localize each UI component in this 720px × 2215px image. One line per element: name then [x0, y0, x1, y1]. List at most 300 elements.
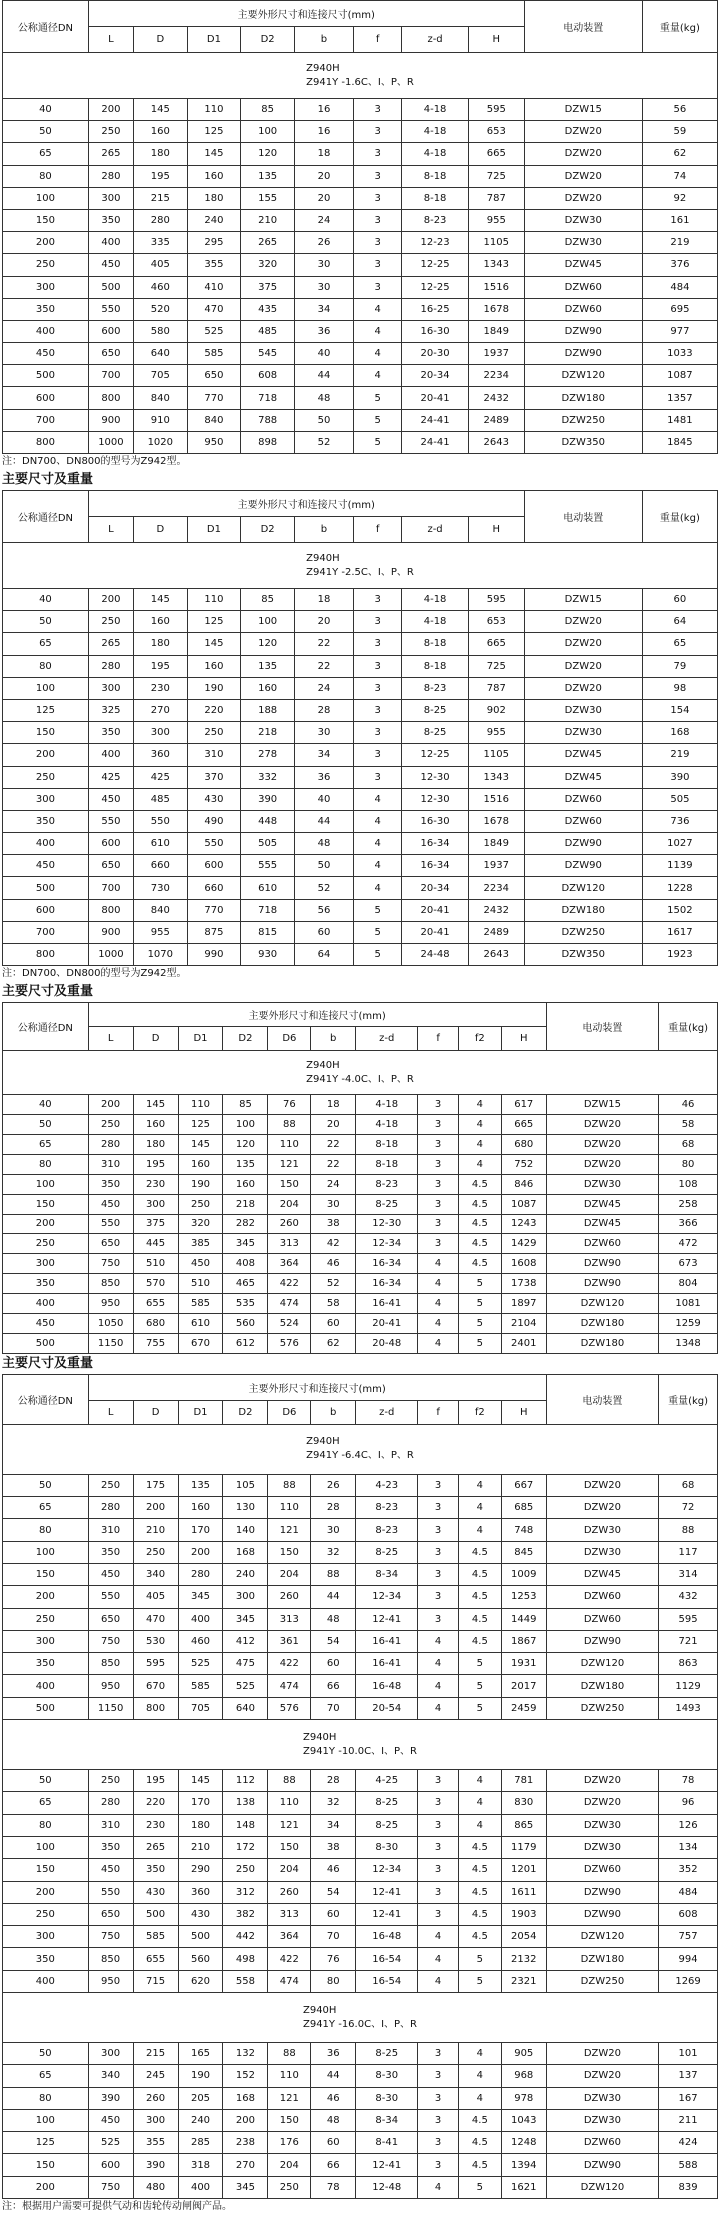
table-cell: 8-23	[402, 677, 469, 699]
table-cell: 8-23	[356, 1497, 418, 1519]
table-cell: 12-41	[356, 1903, 418, 1925]
table-cell: 3	[418, 1497, 459, 1519]
table-cell: 1259	[659, 1313, 718, 1333]
table-cell: 3	[418, 1194, 459, 1214]
table-cell: 910	[133, 409, 187, 431]
table-cell: 60	[311, 1653, 356, 1675]
table-row	[3, 1563, 718, 1585]
table-cell: 3	[418, 2109, 459, 2131]
table-cell: 250	[223, 1859, 268, 1881]
table-cell: 125	[187, 121, 241, 143]
model-cell	[3, 1051, 718, 1095]
table-cell: 265	[241, 232, 295, 254]
table-cell: 8-18	[402, 655, 469, 677]
table-cell: 560	[223, 1313, 268, 1333]
table-cell: 600	[88, 320, 133, 342]
table-cell: 200	[178, 1541, 223, 1563]
table-cell: 20-41	[402, 899, 469, 921]
table-cell: 555	[241, 855, 295, 877]
table-cell: 653	[468, 611, 524, 633]
table-cell: 18	[311, 1095, 356, 1115]
table-cell: 1027	[642, 833, 717, 855]
table-cell: 355	[187, 254, 241, 276]
table-cell: 16-34	[402, 855, 469, 877]
model-line: Z941Y -1.6C、I、P、R	[306, 76, 414, 88]
table-cell: 425	[88, 766, 133, 788]
table-cell: DZW180	[524, 899, 642, 921]
table-cell: 660	[133, 855, 187, 877]
table-cell: DZW30	[524, 722, 642, 744]
table-cell: 550	[88, 298, 133, 320]
table-cell: DZW20	[524, 611, 642, 633]
table-cell: 770	[187, 899, 241, 921]
table-cell: 80	[3, 165, 89, 187]
table-cell: 4	[418, 1294, 459, 1314]
table-cell: 361	[268, 1630, 311, 1652]
table-cell: 585	[178, 1294, 223, 1314]
table-cell: 450	[3, 343, 89, 365]
table-cell: 2489	[468, 409, 524, 431]
table-cell: 550	[187, 833, 241, 855]
table-cell: 1849	[468, 833, 524, 855]
table-cell: 12-41	[356, 1881, 418, 1903]
table-cell: 168	[642, 722, 717, 744]
table-cell: 4.5	[458, 1174, 501, 1194]
table-cell: 721	[659, 1630, 718, 1652]
table-cell: 100	[241, 611, 295, 633]
table-cell: 38	[311, 1836, 356, 1858]
table-cell: 175	[133, 1474, 178, 1496]
model-row	[3, 543, 718, 589]
table-cell: 8-34	[356, 1563, 418, 1585]
table-row	[3, 722, 718, 744]
table-cell: 955	[468, 209, 524, 231]
table-cell: 1516	[468, 276, 524, 298]
table-cell: 370	[187, 766, 241, 788]
table-cell: 550	[133, 810, 187, 832]
table-cell: 250	[88, 1474, 133, 1496]
table-row	[3, 1134, 718, 1154]
table-cell: 120	[241, 143, 295, 165]
table-cell: 200	[3, 2176, 89, 2198]
table-cell: 20-41	[356, 1313, 418, 1333]
table-cell: 490	[187, 810, 241, 832]
table-cell: 200	[88, 589, 133, 611]
table-cell: 285	[178, 2132, 223, 2154]
table-cell: 204	[268, 1859, 311, 1881]
table-cell: 215	[133, 2043, 178, 2065]
table-row	[3, 1881, 718, 1903]
table-row	[3, 1926, 718, 1948]
table-cell: 195	[133, 1154, 178, 1174]
table-cell: 3	[418, 1881, 459, 1903]
table-cell: 730	[133, 877, 187, 899]
table-cell: 3	[418, 1792, 459, 1814]
table-cell: 145	[133, 589, 187, 611]
table-cell: 170	[178, 1792, 223, 1814]
table-cell: 3	[418, 2043, 459, 2065]
table-cell: DZW20	[546, 2043, 658, 2065]
table-cell: 4-18	[402, 589, 469, 611]
table-cell: 34	[311, 1814, 356, 1836]
column-header: b	[311, 1027, 356, 1051]
table-cell: 204	[268, 1563, 311, 1585]
table-cell: 865	[501, 1814, 546, 1836]
table-cell: 20-41	[402, 921, 469, 943]
section-title: 主要尺寸及重量	[2, 984, 94, 1000]
table-row	[3, 1095, 718, 1115]
table-cell: DZW20	[524, 677, 642, 699]
table-cell: 1738	[501, 1274, 546, 1294]
table-cell: DZW90	[546, 1274, 658, 1294]
table-row	[3, 209, 718, 231]
table-cell: 12-34	[356, 1586, 418, 1608]
table-cell: 300	[88, 677, 133, 699]
table-cell: 28	[311, 1770, 356, 1792]
header-row	[3, 491, 718, 517]
table-cell: 1248	[501, 2132, 546, 2154]
table-cell: 240	[223, 1563, 268, 1585]
column-header: D6	[268, 1400, 311, 1424]
table-cell: 450	[88, 1194, 133, 1214]
table-cell: 12-48	[356, 2176, 418, 2198]
footnote: 注：DN700、DN800的型号为Z942型。	[2, 456, 187, 467]
table-cell: 585	[133, 1926, 178, 1948]
table-cell: 3	[418, 2087, 459, 2109]
table-cell: 240	[178, 2109, 223, 2131]
table-cell: 48	[294, 387, 353, 409]
table-cell: 145	[178, 1770, 223, 1792]
table-cell: 310	[88, 1519, 133, 1541]
table-cell: 470	[133, 1608, 178, 1630]
table-cell: DZW60	[546, 2132, 658, 2154]
table-cell: 955	[468, 722, 524, 744]
table-cell: 314	[659, 1563, 718, 1585]
table-cell: 1043	[501, 2109, 546, 2131]
table-cell: 8-30	[356, 2065, 418, 2087]
table-row	[3, 409, 718, 431]
table-cell: 4	[458, 1474, 501, 1496]
table-cell: 150	[268, 1836, 311, 1858]
table-cell: 3	[418, 1563, 459, 1585]
table-row	[3, 1653, 718, 1675]
table-cell: 350	[88, 1541, 133, 1563]
table-cell: 219	[642, 744, 717, 766]
table-cell: 4	[418, 1313, 459, 1333]
table-cell: 50	[3, 2043, 89, 2065]
table-cell: 3	[354, 165, 402, 187]
table-cell: 498	[223, 1948, 268, 1970]
table-cell: 190	[178, 1174, 223, 1194]
table-cell: 450	[88, 788, 133, 810]
table-row	[3, 1274, 718, 1294]
table-cell: 650	[88, 855, 133, 877]
table-cell: 950	[88, 1970, 133, 1992]
table-cell: 968	[501, 2065, 546, 2087]
table-cell: 424	[659, 2132, 718, 2154]
table-cell: 16-48	[356, 1926, 418, 1948]
table-cell: 52	[311, 1274, 356, 1294]
table-cell: 700	[88, 877, 133, 899]
table-cell: 68	[659, 1474, 718, 1496]
table-cell: 300	[133, 1194, 178, 1214]
table-row	[3, 2154, 718, 2176]
table-cell: 46	[311, 1254, 356, 1274]
table-cell: 20-34	[402, 877, 469, 899]
table-cell: 845	[501, 1541, 546, 1563]
table-cell: 270	[223, 2154, 268, 2176]
table-cell: 3	[418, 1154, 459, 1174]
table-cell: 100	[3, 1174, 89, 1194]
table-cell: 8-18	[356, 1154, 418, 1174]
table-cell: 600	[187, 855, 241, 877]
table-cell: 4	[458, 1770, 501, 1792]
table-cell: 160	[187, 655, 241, 677]
table-cell: 8-18	[402, 187, 469, 209]
table-cell: 524	[268, 1313, 311, 1333]
table-cell: 8-41	[356, 2132, 418, 2154]
table-cell: 510	[133, 1254, 178, 1274]
table-cell: 736	[642, 810, 717, 832]
table-cell: 815	[241, 921, 295, 943]
table-cell: 405	[133, 254, 187, 276]
table-cell: 400	[88, 744, 133, 766]
table-cell: 30	[294, 722, 353, 744]
table-cell: 472	[659, 1234, 718, 1254]
table-cell: 850	[88, 1274, 133, 1294]
table-cell: 60	[311, 1313, 356, 1333]
table-cell: 475	[223, 1653, 268, 1675]
table-cell: 195	[133, 655, 187, 677]
table-cell: 320	[241, 254, 295, 276]
table-cell: 4-18	[402, 143, 469, 165]
table-cell: 750	[88, 1926, 133, 1948]
dn-header: 公称通径DN	[3, 1374, 89, 1424]
table-cell: 110	[268, 1134, 311, 1154]
table-row	[3, 855, 718, 877]
table-cell: 4.5	[458, 1194, 501, 1214]
table-cell: 52	[294, 877, 353, 899]
table-cell: DZW30	[524, 232, 642, 254]
table-cell: DZW15	[524, 99, 642, 121]
table-row	[3, 788, 718, 810]
table-cell: 50	[294, 409, 353, 431]
table-cell: 250	[88, 1770, 133, 1792]
table-cell: 145	[178, 1134, 223, 1154]
table-cell: 425	[133, 766, 187, 788]
table-cell: 220	[187, 699, 241, 721]
table-cell: 260	[268, 1586, 311, 1608]
table-cell: 685	[501, 1497, 546, 1519]
table-cell: 120	[223, 1134, 268, 1154]
table-cell: 700	[88, 365, 133, 387]
table-cell: 1678	[468, 810, 524, 832]
table-cell: DZW120	[524, 365, 642, 387]
column-header: D1	[187, 517, 241, 543]
table-cell: 74	[642, 165, 717, 187]
table-cell: 1502	[642, 899, 717, 921]
table-cell: 350	[88, 209, 133, 231]
table-cell: DZW30	[546, 2087, 658, 2109]
table-cell: 3	[418, 2132, 459, 2154]
table-cell: 150	[3, 2154, 89, 2176]
table-row	[3, 276, 718, 298]
table-cell: 585	[187, 343, 241, 365]
table-cell: 560	[178, 1948, 223, 1970]
table-cell: 300	[3, 276, 89, 298]
table-cell: 280	[88, 1134, 133, 1154]
table-cell: 2643	[468, 431, 524, 453]
table-cell: 155	[241, 187, 295, 209]
table-cell: 70	[311, 1926, 356, 1948]
table-cell: 4	[458, 1497, 501, 1519]
table-cell: 3	[354, 143, 402, 165]
table-cell: 132	[223, 2043, 268, 2065]
table-cell: 200	[3, 1586, 89, 1608]
table-cell: 68	[659, 1134, 718, 1154]
table-cell: 210	[178, 1836, 223, 1858]
column-header: f2	[458, 1027, 501, 1051]
table-cell: 2234	[468, 877, 524, 899]
table-cell: 5	[458, 1970, 501, 1992]
model-line: Z940H	[306, 62, 340, 74]
table-cell: 470	[187, 298, 241, 320]
table-cell: 1070	[133, 944, 187, 966]
table-cell: 350	[133, 1859, 178, 1881]
table-cell: 12-34	[356, 1234, 418, 1254]
table-cell: 190	[178, 2065, 223, 2087]
table-cell: 65	[3, 2065, 89, 2087]
table-cell: 85	[241, 99, 295, 121]
table-cell: 240	[187, 209, 241, 231]
table-cell: 650	[187, 365, 241, 387]
table-cell: 350	[88, 1836, 133, 1858]
table-cell: 595	[468, 99, 524, 121]
table-cell: 4	[458, 1115, 501, 1135]
table-cell: 670	[178, 1333, 223, 1353]
table-cell: 4	[418, 1697, 459, 1719]
table-cell: 345	[178, 1586, 223, 1608]
model-designation	[303, 2004, 417, 2032]
table-cell: 250	[187, 722, 241, 744]
table-cell: 4	[418, 1675, 459, 1697]
column-header: D	[133, 517, 187, 543]
table-cell: 608	[659, 1903, 718, 1925]
table-cell: 270	[133, 699, 187, 721]
table-cell: DZW90	[524, 320, 642, 342]
table-cell: 4	[354, 788, 402, 810]
table-cell: 80	[659, 1154, 718, 1174]
table-cell: 72	[659, 1497, 718, 1519]
table-cell: 300	[223, 1586, 268, 1608]
table-cell: 26	[294, 232, 353, 254]
section-title: 主要尺寸及重量	[2, 472, 94, 487]
table-row	[3, 877, 718, 899]
table-cell: 56	[294, 899, 353, 921]
table-cell: 62	[642, 143, 717, 165]
table-cell: DZW180	[546, 1333, 658, 1353]
table-cell: 2104	[501, 1313, 546, 1333]
table-cell: 376	[642, 254, 717, 276]
table-cell: 4.5	[458, 2109, 501, 2131]
table-cell: 3	[354, 677, 402, 699]
table-cell: 3	[354, 99, 402, 121]
spec-table	[2, 1002, 718, 1354]
table-cell: 718	[241, 899, 295, 921]
table-cell: 804	[659, 1274, 718, 1294]
table-cell: 190	[187, 677, 241, 699]
table-cell: 278	[241, 744, 295, 766]
table-cell: 3	[354, 209, 402, 231]
table-cell: 64	[294, 944, 353, 966]
table-cell: 78	[311, 2176, 356, 2198]
table-cell: 390	[241, 788, 295, 810]
table-cell: 78	[659, 1770, 718, 1792]
table-cell: 8-30	[356, 1836, 418, 1858]
weight-header: 重量(kg)	[659, 1374, 718, 1424]
table-cell: 4	[458, 1095, 501, 1115]
table-cell: 250	[178, 1194, 223, 1214]
table-cell: 60	[294, 921, 353, 943]
table-row	[3, 2176, 718, 2198]
table-cell: DZW30	[524, 699, 642, 721]
table-cell: 550	[88, 810, 133, 832]
table-cell: 313	[268, 1234, 311, 1254]
column-header: H	[468, 27, 524, 53]
table-cell: DZW15	[546, 1095, 658, 1115]
table-cell: DZW30	[546, 1541, 658, 1563]
table-cell: 1343	[468, 254, 524, 276]
table-cell: 755	[133, 1333, 178, 1353]
table-cell: 585	[178, 1675, 223, 1697]
table-cell: 100	[241, 121, 295, 143]
table-cell: 1000	[88, 431, 133, 453]
actuator-header: 电动装置	[524, 1, 642, 53]
table-cell: 250	[268, 2176, 311, 2198]
table-cell: DZW60	[524, 276, 642, 298]
table-cell: DZW180	[546, 1313, 658, 1333]
table-cell: 40	[294, 788, 353, 810]
table-cell: 200	[88, 99, 133, 121]
table-cell: 20-34	[402, 365, 469, 387]
table-cell: 121	[268, 1814, 311, 1836]
table-cell: 3	[418, 1115, 459, 1135]
table-cell: 1179	[501, 1836, 546, 1858]
table-cell: 700	[3, 921, 89, 943]
table-cell: 250	[3, 1608, 89, 1630]
table-cell: 60	[311, 1903, 356, 1925]
table-row	[3, 1234, 718, 1254]
table-cell: DZW20	[546, 1154, 658, 1174]
table-cell: 58	[311, 1294, 356, 1314]
table-cell: DZW350	[524, 431, 642, 453]
dn-header: 公称通径DN	[3, 1, 89, 53]
table-cell: 310	[88, 1814, 133, 1836]
table-cell: 50	[3, 611, 89, 633]
table-cell: 3	[354, 276, 402, 298]
column-header: f	[354, 517, 402, 543]
table-cell: 85	[241, 589, 295, 611]
table-cell: 160	[178, 1497, 223, 1519]
table-cell: 4.5	[458, 1608, 501, 1630]
table-cell: 36	[294, 766, 353, 788]
table-cell: 28	[294, 699, 353, 721]
table-cell: 117	[659, 1541, 718, 1563]
table-cell: 12-41	[356, 2154, 418, 2176]
table-cell: 280	[88, 165, 133, 187]
table-cell: 313	[268, 1903, 311, 1925]
table-cell: 4-18	[402, 611, 469, 633]
